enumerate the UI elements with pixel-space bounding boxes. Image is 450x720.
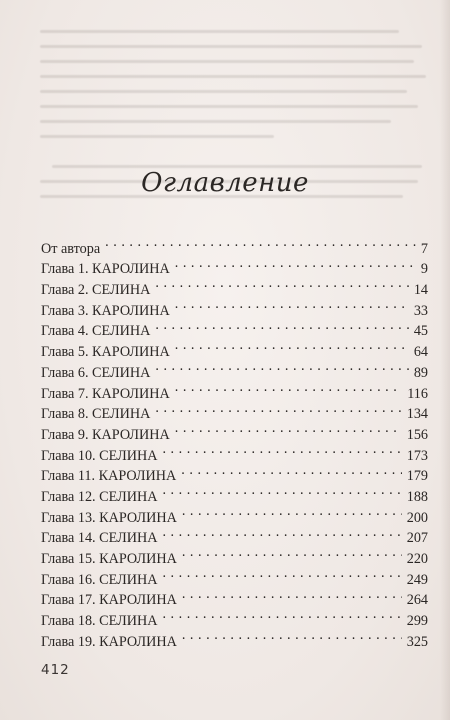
toc-entry-page: 173 [406,447,428,464]
toc-entry-label: Глава 12. СЕЛИНА [41,488,158,505]
dot-leader [162,439,401,460]
dot-leader [162,480,401,501]
toc-entry-label: Глава 6. СЕЛИНА [41,364,151,381]
dot-leader [155,398,401,419]
toc-entry [41,501,428,526]
dot-leader [155,315,408,336]
toc-entry-label: Глава 13. КАРОЛИНА [41,509,177,526]
toc-entry-label: Глава 14. СЕЛИНА [41,530,158,547]
toc-entry [41,315,428,340]
toc-entry-page: 7 [420,240,428,257]
toc-entry-page: 200 [406,509,428,526]
dot-leader [162,604,401,625]
toc-entry [41,604,428,630]
toc-entry-label: От автора [41,240,101,257]
toc-entry [41,232,428,257]
toc-entry [41,460,428,485]
toc-entry-page: 325 [406,633,428,650]
dot-leader [155,356,408,377]
dot-leader [182,542,402,563]
toc-entry [41,398,428,423]
toc-entry-page: 207 [406,530,428,547]
dot-leader [181,460,401,481]
dot-leader [162,563,401,584]
dot-leader [175,294,409,315]
toc-entry-page: 134 [406,406,428,423]
toc-entry-page: 14 [413,282,428,299]
toc-entry [41,294,428,319]
toc-entry-label: Глава 16. СЕЛИНА [41,571,158,588]
table-of-contents [41,232,428,650]
dot-leader [175,377,403,398]
dot-leader [155,273,408,294]
dot-leader [175,335,409,356]
toc-entry-page: 220 [406,551,428,567]
dot-leader [182,584,402,605]
toc-entry-page: 45 [413,323,428,340]
toc-entry-page: 116 [407,385,428,402]
toc-entry-label: Глава 4. СЕЛИНА [41,323,151,340]
toc-entry-label: Глава 8. СЕЛИНА [41,406,151,423]
toc-entry-page: 179 [406,468,428,485]
toc-entry [41,563,428,588]
toc-title: Оглавление [141,168,309,198]
toc-entry-page: 299 [406,613,428,630]
toc-entry [41,542,428,567]
toc-entry-page: 9 [420,261,428,278]
toc-entry-label: Глава 18. СЕЛИНА [41,613,158,630]
toc-entry [41,253,428,278]
toc-entry [41,418,428,443]
toc-entry-label: Глава 1. КАРОЛИНА [41,261,170,278]
toc-entry [41,625,428,650]
dot-leader [175,253,416,274]
dot-leader [162,522,401,543]
toc-entry-label: Глава 7. КАРОЛИНА [41,385,170,402]
toc-entry-page: 33 [413,302,428,319]
toc-entry [41,377,428,402]
toc-entry-label: Глава 15. КАРОЛИНА [41,551,177,567]
toc-entry-label: Глава 17. КАРОЛИНА [41,592,177,609]
toc-entry-label: Глава 11. КАРОЛИНА [41,468,177,485]
toc-entry [41,439,428,464]
toc-entry-label: Глава 5. КАРОЛИНА [41,344,170,361]
toc-entry [41,335,428,361]
toc-entry [41,522,428,547]
toc-entry-label: Глава 9. КАРОЛИНА [41,426,170,443]
page-edge-shadow [440,0,450,720]
toc-entry [41,480,428,505]
dot-leader [175,418,402,439]
toc-entry-page: 64 [413,344,428,361]
toc-entry [41,356,428,381]
toc-entry-page: 188 [406,488,428,505]
toc-entry [41,273,428,299]
dot-leader [182,625,402,646]
toc-entry-label: Глава 10. СЕЛИНА [41,447,158,464]
toc-entry-page: 264 [406,592,428,609]
toc-entry-label: Глава 3. КАРОЛИНА [41,302,170,319]
page-number: 412 [41,662,70,678]
dot-leader [105,232,416,253]
dot-leader [182,501,402,522]
toc-entry-page: 249 [406,571,428,588]
toc-entry-label: Глава 2. СЕЛИНА [41,282,151,299]
toc-entry [41,584,428,609]
toc-entry-page: 156 [406,426,428,443]
toc-entry-label: Глава 19. КАРОЛИНА [41,633,177,650]
toc-entry-page: 89 [413,364,428,381]
